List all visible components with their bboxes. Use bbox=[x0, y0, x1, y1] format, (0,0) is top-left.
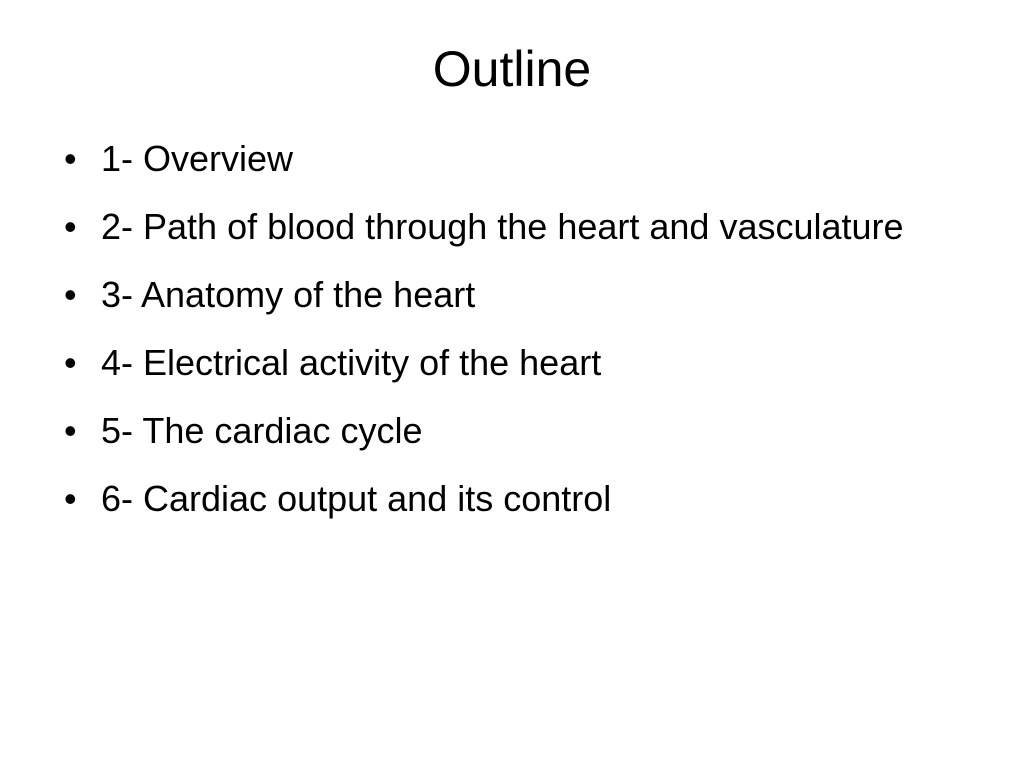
list-item bbox=[64, 200, 964, 253]
bullet-icon: • bbox=[64, 138, 77, 179]
list-item-text: 6- Cardiac output and its control bbox=[101, 478, 612, 519]
outline-list bbox=[64, 132, 964, 540]
list-item bbox=[64, 472, 964, 525]
list-item-text: 1- Overview bbox=[101, 138, 294, 179]
list-item bbox=[64, 404, 964, 457]
bullet-icon: • bbox=[64, 478, 77, 519]
list-item-text: 2- Path of blood through the heart and vasculature bbox=[101, 206, 904, 247]
list-item-text: 3- Anatomy of the heart bbox=[101, 274, 476, 315]
list-item bbox=[64, 132, 964, 185]
bullet-icon: • bbox=[64, 342, 77, 383]
bullet-icon: • bbox=[64, 206, 77, 247]
list-item bbox=[64, 336, 964, 389]
list-item bbox=[64, 268, 964, 321]
list-item-text: 5- The cardiac cycle bbox=[101, 410, 423, 451]
slide-title: Outline bbox=[432, 41, 592, 97]
list-item-text: 4- Electrical activity of the heart bbox=[101, 342, 602, 383]
bullet-icon: • bbox=[64, 274, 77, 315]
bullet-icon: • bbox=[64, 410, 77, 451]
